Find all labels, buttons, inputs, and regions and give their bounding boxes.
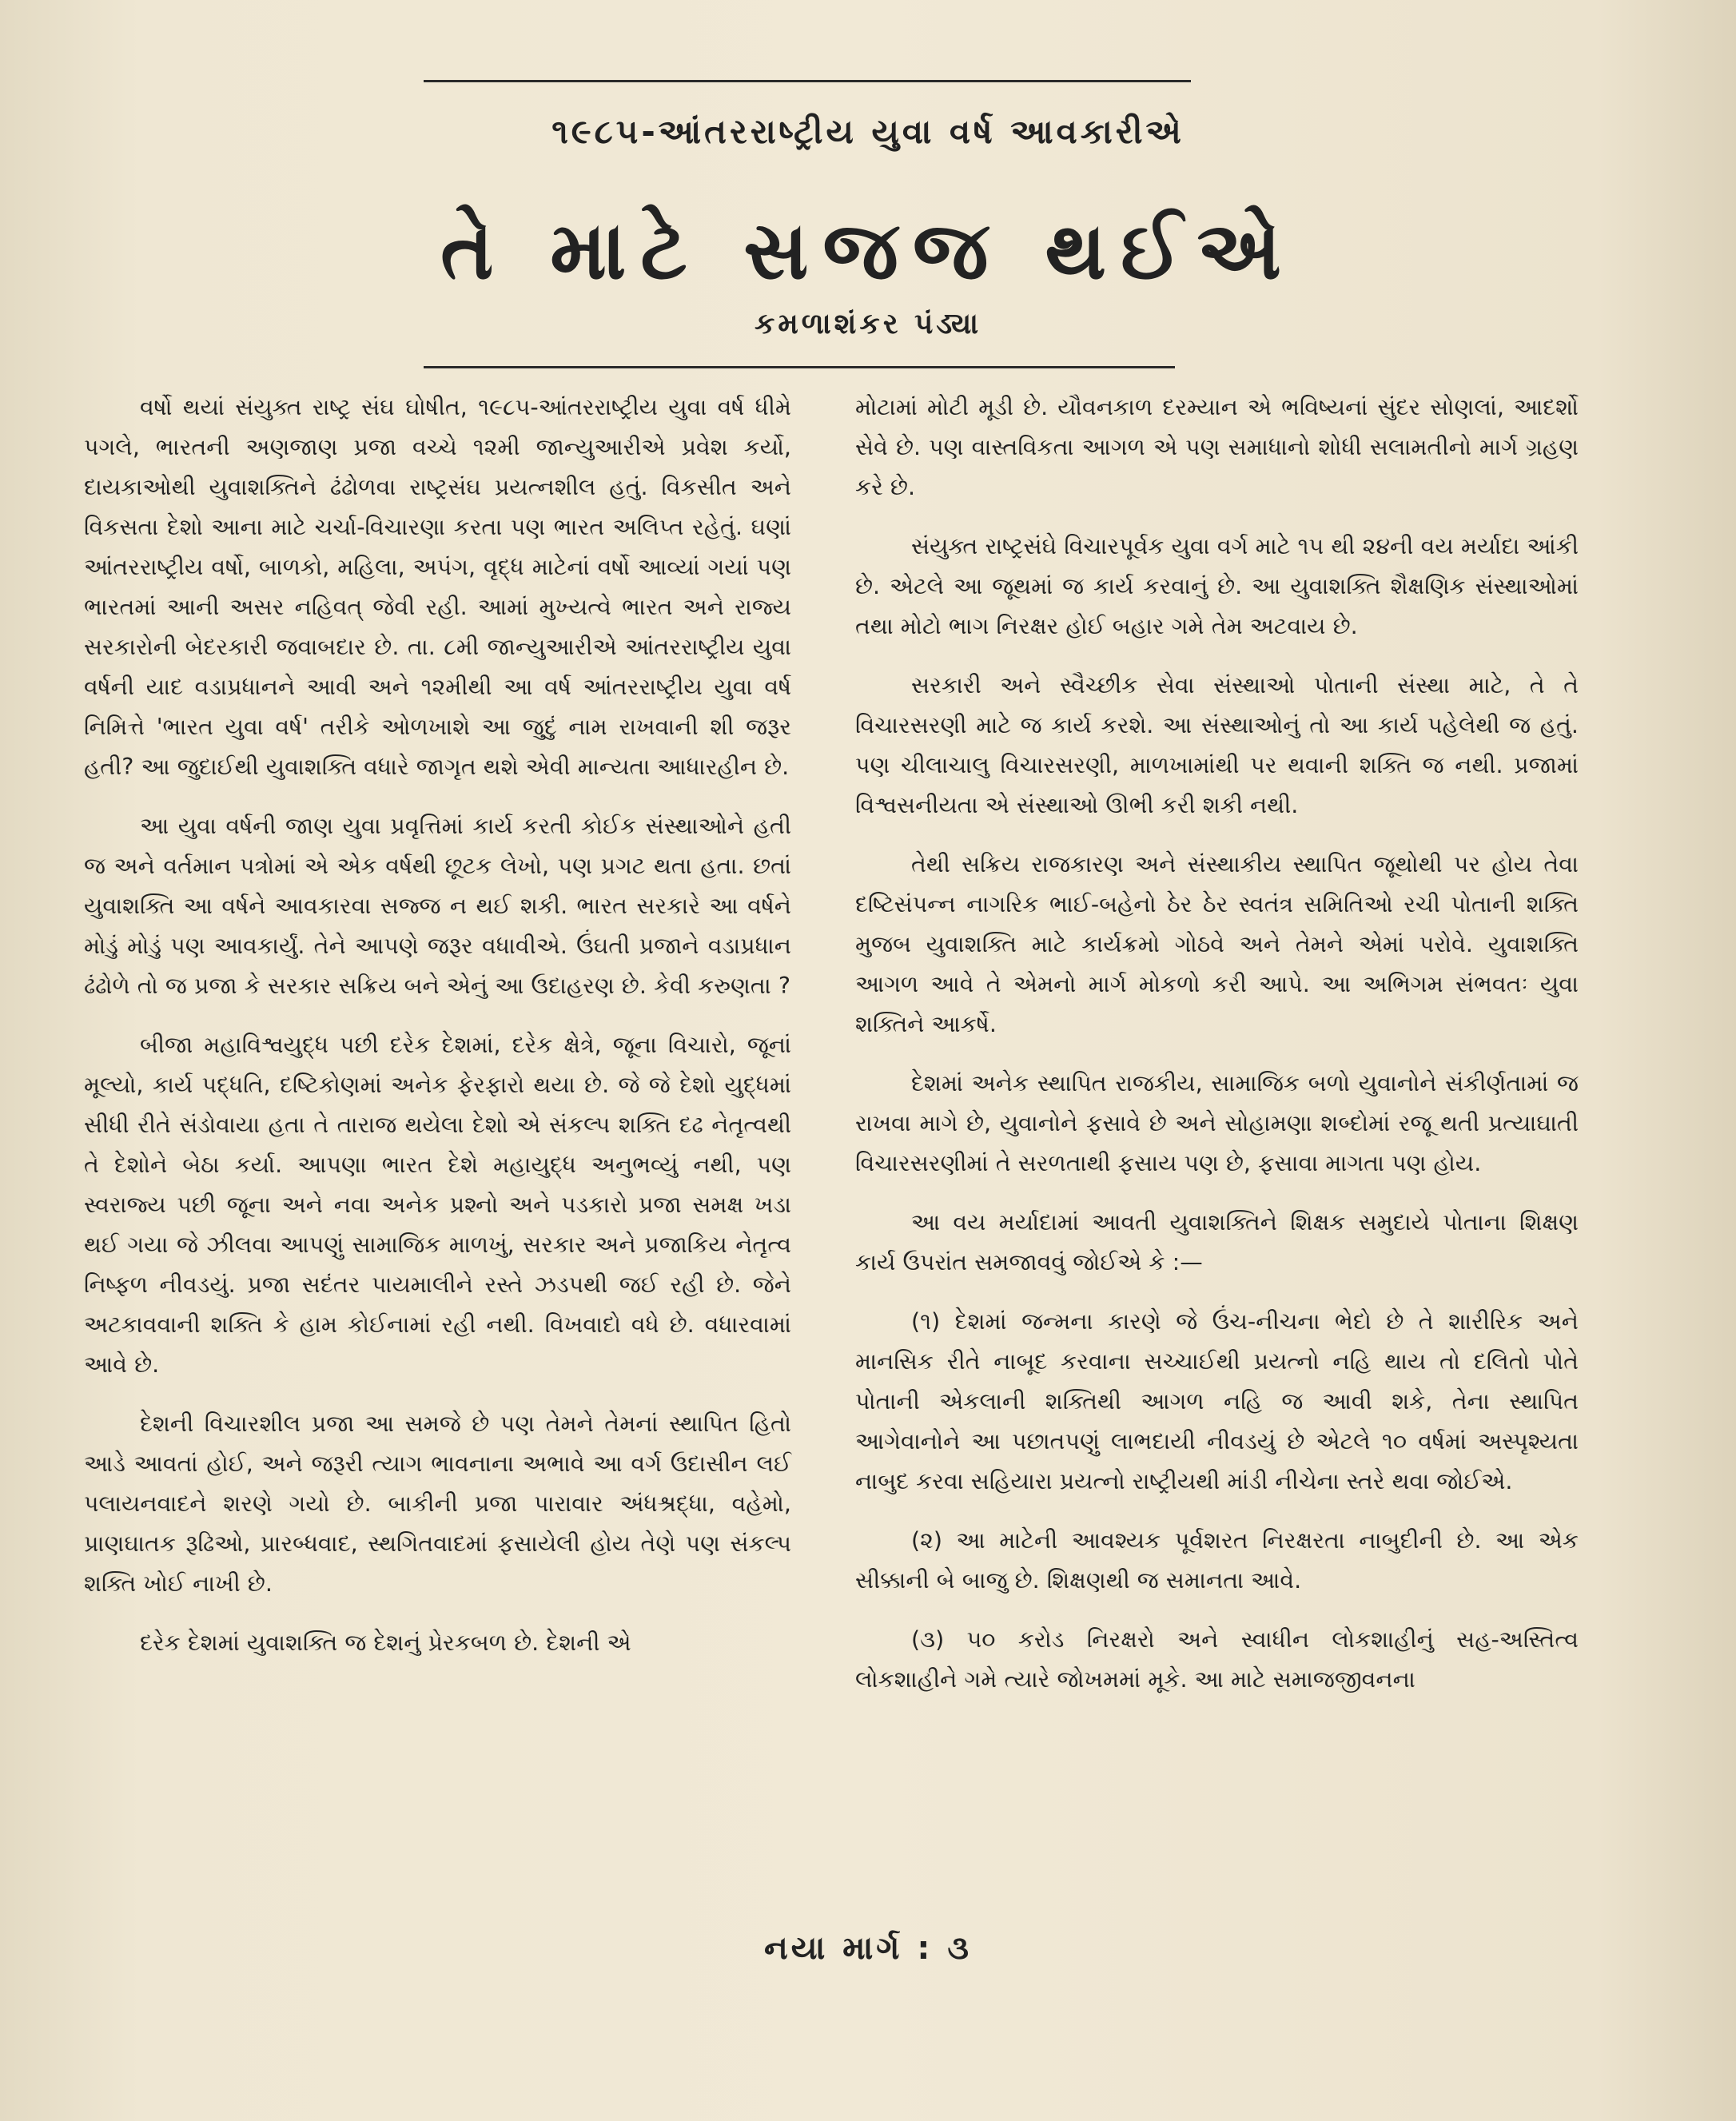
article-author: કમળાશંકર પંડ્યા [754, 308, 982, 340]
paragraph: દેશની વિચારશીલ પ્રજા આ સમજે છે પણ તેમને તેમનાં સ્થાપિત હિતો આડે આવતાં હોઈ, અને જરૂરી ત્યાગ ભાવનાના અભાવે આ વર્ગ ઉદાસીન લઈ પલાયનવાદને શરણે ગયો છે. બાકીની પ્રજા પારાવાર અંધશ્રદ્ધા, વહેમો, પ્રાણઘાતક રૂઢિઓ, પ્રારબ્ધવાદ, સ્થગિતવાદમાં ફસાયેલી હોય તેણે પણ સંકલ્પ શક્તિ ખોઈ નાખી છે. [84, 1411, 791, 1597]
paragraph: મોટામાં મોટી મૂડી છે. યૌવનકાળ દરમ્યાન એ ભવિષ્યનાં સુંદર સોણલાં, આદર્શો સેવે છે. પણ વાસ્તવિકતા આગળ એ પણ સમાધાનો શોધી સલામતીનો માર્ગ ગ્રહણ કરે છે. [855, 394, 1579, 500]
paragraph: તેથી સક્રિય રાજકારણ અને સંસ્થાકીય સ્થાપિત જૂથોથી પર હોય તેવા દષ્ટિસંપન્ન નાગરિક ભાઈ-બહેનો ઠેર ઠેર સ્વતંત્ર સમિતિઓ રચી પોતાની શક્તિ મુજબ યુવાશક્તિ માટે કાર્યક્રમો ગોઠવે અને તેમને એમાં પરોવે. યુવાશક્તિ આગળ આવે તે એમનો માર્ગ મોકળો કરી આપે. આ અભિગમ સંભવતઃ યુવા શક્તિને આકર્ષે. [855, 851, 1579, 1037]
paragraph: આ યુવા વર્ષની જાણ યુવા પ્રવૃત્તિમાં કાર્ય કરતી કોઈક સંસ્થાઓને હતી જ અને વર્તમાન પત્રોમાં એ એક વર્ષથી છૂટક લેખો, પણ પ્રગટ થતા હતા. છતાં યુવાશક્તિ આ વર્ષને આવકારવા સજ્જ ન થઈ શકી. ભારત સરકારે આ વર્ષને મોડું મોડું પણ આવકાર્યું. તેને આપણે જરૂર વધાવીએ. ઉંઘતી પ્રજાને વડાપ્રધાન ઢંઢોળે તો જ પ્રજા કે સરકાર સક્રિય બને એનું આ ઉદાહરણ છે. કેવી કરુણતા ? [84, 813, 791, 999]
paragraph: વર્ષો થયાં સંયુક્ત રાષ્ટ્ર સંઘ ઘોષીત, ૧૯૮૫-આંતરરાષ્ટ્રીય યુવા વર્ષ ધીમે પગલે, ભારતની અણજાણ પ્રજા વચ્ચે ૧૨મી જાન્યુઆરીએ પ્રવેશ કર્યો, દાયકાઓથી યુવાશક્તિને ઢંઢોળવા રાષ્ટ્રસંઘ પ્રયત્નશીલ હતું. વિકસીત અને વિકસતા દેશો આના માટે ચર્ચા-વિચારણા કરતા પણ ભારત અલિપ્ત રહેતું. ઘણાં આંતરરાષ્ટ્રીય વર્ષો, બાળકો, મહિલા, અપંગ, વૃદ્ધ માટેનાં વર્ષો આવ્યાં ગયાં પણ ભારતમાં આની અસર નહિવત્ જેવી રહી. આમાં મુખ્યત્વે ભારત અને રાજ્ય સરકારોની બેદરકારી જવાબદાર છે. તા. ૮મી જાન્યુઆરીએ આંતરરાષ્ટ્રીય યુવા વર્ષની યાદ વડાપ્રધાનને આવી અને ૧૨મીથી આ વર્ષ આંતરરાષ્ટ્રીય યુવા વર્ષ નિમિત્તે 'ભારત યુવા વર્ષ' તરીકે ઓળખાશે આ જુદું નામ રાખવાની શી જરૂર હતી? આ જુદાઈથી યુવાશક્તિ વધારે જાગૃત થશે એવી માન્યતા આધારહીન છે. [84, 394, 791, 780]
paragraph: સંયુક્ત રાષ્ટ્રસંઘે વિચારપૂર્વક યુવા વર્ગ માટે ૧૫ થી ૨૪ની વય મર્યાદા આંકી છે. એટલે આ જૂથમાં જ કાર્ય કરવાનું છે. આ યુવાશક્તિ શૈક્ષણિક સંસ્થાઓમાં તથા મોટો ભાગ નિરક્ષર હોઈ બહાર ગમે તેમ અટવાય છે. [855, 533, 1579, 639]
right-column [855, 388, 1579, 1719]
page-footer: નયા માર્ગ : ૩ [763, 1930, 972, 1967]
paragraph: બીજા મહાવિશ્વયુદ્ધ પછી દરેક દેશમાં, દરેક ક્ષેત્રે, જૂના વિચારો, જૂનાં મૂલ્યો, કાર્ય પદ્ધતિ, દષ્ટિકોણમાં અનેક ફેરફારો થયા છે. જે જે દેશો યુદ્ધમાં સીધી રીતે સંડોવાયા હતા તે તારાજ થયેલા દેશો એ સંકલ્પ શક્તિ દઢ નેતૃત્વથી તે દેશોને બેઠા કર્યા. આપણા ભારત દેશે મહાયુદ્ધ અનુભવ્યું નથી, પણ સ્વરાજ્ય પછી જૂના અને નવા અનેક પ્રશ્નો અને પડકારો પ્રજા સમક્ષ ખડા થઈ ગયા જે ઝીલવા આપણું સામાજિક માળખું, સરકાર અને પ્રજાકિય નેતૃત્વ નિષ્ફળ નીવડયું. પ્રજા સદંતર પાયમાલીને રસ્તે ઝડપથી જઈ રહી છે. જેને અટકાવવાની શક્તિ કે હામ કોઈનામાં રહી નથી. વિખવાદો વધે છે. વધારવામાં આવે છે. [84, 1032, 791, 1378]
article-kicker: ૧૯૮૫-આંતરરાષ્ટ્રીય યુવા વર્ષ આવકારીએ [551, 112, 1185, 151]
title-bottom-rule [424, 366, 1175, 368]
left-column [84, 388, 791, 1682]
top-rule [424, 80, 1191, 82]
list-item: (૧) દેશમાં જન્મના કારણે જે ઉંચ-નીચના ભેદો છે તે શારીરિક અને માનસિક રીતે નાબૂદ કરવાના સચ્ચાઈથી પ્રયત્નો નહિ થાય તો દલિતો પોતે પોતાની એકલાની શક્તિથી આગળ નહિ જ આવી શકે, તેના સ્થાપિત આગેવાનોને આ પછાતપણું લાભદાયી નીવડયું છે એટલે ૧૦ વર્ષમાં અસ્પૃશ્યતા નાબુદ કરવા સહિયારા પ્રયત્નો રાષ્ટ્રીયથી માંડી નીચેના સ્તરે થવા જોઈએ. [855, 1308, 1579, 1494]
paragraph: સરકારી અને સ્વૈચ્છીક સેવા સંસ્થાઓ પોતાની સંસ્થા માટે, તે તે વિચારસરણી માટે જ કાર્ય કરશે. આ સંસ્થાઓનું તો આ કાર્ય પહેલેથી જ હતું. પણ ચીલાચાલુ વિચારસરણી, માળખામાંથી પર થવાની શક્તિ જ નથી. પ્રજામાં વિશ્વસનીયતા એ સંસ્થાઓ ઊભી કરી શકી નથી. [855, 672, 1579, 818]
paragraph: આ વય મર્યાદામાં આવતી યુવાશક્તિને શિક્ષક સમુદાયે પોતાના શિક્ષણ કાર્ય ઉપરાંત સમજાવવું જોઈએ કે :— [855, 1209, 1579, 1275]
paragraph: દરેક દેશમાં યુવાશક્તિ જ દેશનું પ્રેરકબળ છે. દેશની એ [140, 1630, 631, 1656]
article-title: તે માટે સજજ થઈએ [440, 204, 1296, 297]
paragraph: દેશમાં અનેક સ્થાપિત રાજકીય, સામાજિક બળો યુવાનોને સંકીર્ણતામાં જ રાખવા માગે છે, યુવાનોને ફસાવે છે અને સોહામણા શબ્દોમાં રજૂ થતી પ્રત્યાઘાતી વિચારસરણીમાં તે સરળતાથી ફસાય પણ છે, ફસાવા માગતા પણ હોય. [855, 1070, 1579, 1176]
list-item: (૨) આ માટેની આવશ્યક પૂર્વશરત નિરક્ષરતા નાબુદીની છે. આ એક સીક્કાની બે બાજુ છે. શિક્ષણથી જ સમાનતા આવે. [855, 1527, 1579, 1594]
list-item: (૩) ૫૦ કરોડ નિરક્ષરો અને સ્વાધીન લોકશાહીનું સહ-અસ્તિત્વ લોકશાહીને ગમે ત્યારે જોખમમાં મૂકે. આ માટે સમાજજીવનના [855, 1626, 1579, 1693]
